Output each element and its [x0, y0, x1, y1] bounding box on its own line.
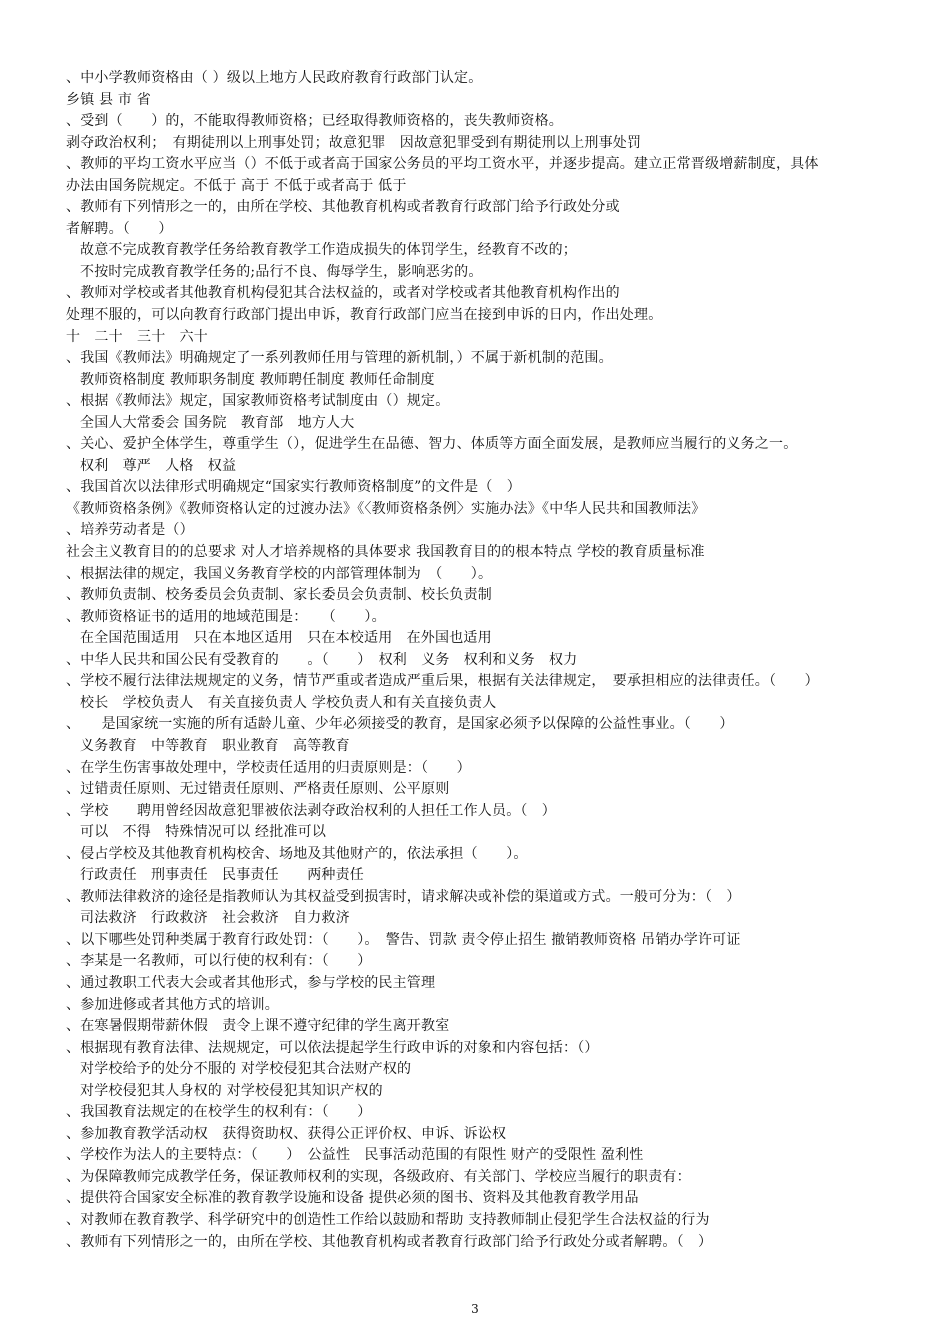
- text-line: 社会主义教育目的的总要求 对人才培养规格的具体要求 我国教育目的的根本特点 学校的教育质量标准: [66, 544, 705, 561]
- text-line: 《教师资格条例》《教师资格认定的过渡办法》《〈教师资格条例〉实施办法》《中华人民共和国教师法》: [66, 500, 706, 517]
- text-line: 办法由国务院规定。不低于 高于 不低于或者高于 低于: [66, 177, 407, 194]
- text-line: 故意不完成教育教学任务给教育教学工作造成损失的体罚学生，经教育不改的；: [80, 242, 577, 259]
- text-line: 、为保障教师完成教学任务，保证教师权利的实现，各级政府、有关部门、学校应当履行的职责有：: [66, 1168, 691, 1185]
- text-line: 、教师资格证书的适用的地域范围是： （ ）。: [66, 608, 386, 625]
- text-line: 、提供符合国家安全标准的教育教学设施和设备 提供必须的图书、资料及其他教育教学用品: [66, 1190, 639, 1207]
- text-line: 、教师负责制、校务委员会负责制、家长委员会负责制、校长负责制: [66, 587, 492, 604]
- text-line: 、根据法律的规定，我国义务教育学校的内部管理体制为 （ ）。: [66, 565, 493, 582]
- text-line: 校长 学校负责人 有关直接负责人 学校负责人和有关直接负责人: [80, 694, 497, 711]
- text-line: 、我国教育法规定的在校学生的权利有：（ ）: [66, 1104, 372, 1121]
- text-line: 、过错责任原则、无过错责任原则、严格责任原则、公平原则: [66, 781, 450, 798]
- page-number: 3: [471, 1302, 479, 1316]
- text-line: 、李某是一名教师，可以行使的权利有：（ ）: [66, 953, 372, 970]
- text-line: 、我国《教师法》明确规定了一系列教师任用与管理的新机制，）不属于新机制的范围。: [66, 350, 613, 367]
- text-line: 、关心、爱护全体学生，尊重学生（），促进学生在品德、智力、体质等方面全面发展，是教师应当履行的义务之一。: [66, 436, 798, 453]
- text-line: 、学校作为法人的主要特点：（ ） 公益性 民事活动范围的有限性 财产的受限性 盈利性: [66, 1147, 644, 1164]
- text-line: 行政责任 刑事责任 民事责任 两种责任: [80, 867, 364, 884]
- document-body: [0, 68, 950, 1253]
- text-line: 、教师有下列情形之一的，由所在学校、其他教育机构或者教育行政部门给予行政处分或者解聘。（ ）: [66, 1233, 713, 1250]
- text-line: 、以下哪些处罚种类属于教育行政处罚：（ ）。 警告、罚款 责令停止招生 撤销教师资格 吊销办学许可证: [66, 931, 741, 948]
- text-line: 、教师有下列情形之一的，由所在学校、其他教育机构或者教育行政部门给予行政处分或: [66, 199, 620, 216]
- text-line: 、教师的平均工资水平应当（）不低于或者高于国家公务员的平均工资水平，并逐步提高。建立正常晋级增薪制度，具体: [66, 156, 819, 173]
- text-line: 、教师法律救济的途径是指教师认为其权益受到损害时，请求解决或补偿的渠道或方式。一般可分为：（ ）: [66, 888, 741, 905]
- text-line: 、受到（ ）的，不能取得教师资格；已经取得教师资格的，丧失教师资格。: [66, 113, 563, 130]
- text-line: 、参加教育教学活动权 获得资助权、获得公正评价权、申诉、诉讼权: [66, 1125, 507, 1142]
- text-line: 乡镇 县 市 省: [66, 91, 151, 108]
- text-line: 、我国首次以法律形式明确规定“国家实行教师资格制度”的文件是（ ）: [66, 479, 521, 496]
- text-line: 、教师对学校或者其他教育机构侵犯其合法权益的，或者对学校或者其他教育机构作出的: [66, 285, 620, 302]
- text-line: 全国人大常委会 国务院 教育部 地方人大: [80, 414, 355, 431]
- text-line: 对学校给予的处分不服的 对学校侵犯其合法财产权的: [80, 1061, 412, 1078]
- text-line: 权利 尊严 人格 权益: [80, 457, 237, 474]
- text-line: 、通过教职工代表大会或者其他形式，参与学校的民主管理: [66, 974, 436, 991]
- text-line: 、根据《教师法》规定，国家教师资格考试制度由（）规定。: [66, 393, 450, 410]
- text-line: 、 是国家统一实施的所有适龄儿童、少年必须接受的教育，是国家必须予以保障的公益性事业。（ ）: [66, 716, 734, 733]
- text-line: 、对教师在教育教学、科学研究中的创造性工作给以鼓励和帮助 支持教师制止侵犯学生合法权益的行为: [66, 1211, 710, 1228]
- text-line: 、培养劳动者是（）: [66, 522, 194, 539]
- text-line: 司法救济 行政救济 社会救济 自力救济: [80, 910, 350, 927]
- text-line: 可以 不得 特殊情况可以 经批准可以: [80, 824, 327, 841]
- text-line: 、在寒暑假期带薪休假 责令上课不遵守纪律的学生离开教室: [66, 1018, 450, 1035]
- text-line: 处理不服的，可以向教育行政部门提出申诉，教育行政部门应当在接到申诉的日内，作出处理。: [66, 307, 663, 324]
- text-line: 者解聘。（ ）: [66, 220, 173, 237]
- text-line: 不按时完成教育教学任务的;品行不良、侮辱学生，影响恶劣的。: [80, 263, 483, 280]
- text-line: 、学校 聘用曾经因故意犯罪被依法剥夺政治权利的人担任工作人员。（ ）: [66, 802, 556, 819]
- text-line: 对学校侵犯其人身权的 对学校侵犯其知识产权的: [80, 1082, 383, 1099]
- text-line: 、参加进修或者其他方式的培训。: [66, 996, 279, 1013]
- text-line: 剥夺政治权利； 有期徒刑以上刑事处罚；故意犯罪 因故意犯罪受到有期徒刑以上刑事处罚: [66, 134, 642, 151]
- text-line: 、侵占学校及其他教育机构校舍、场地及其他财产的，依法承担（ ）。: [66, 845, 528, 862]
- text-line: 、中华人民共和国公民有受教育的 。（ ） 权利 义务 权利和义务 权力: [66, 651, 578, 668]
- text-line: 在全国范围适用 只在本地区适用 只在本校适用 在外国也适用: [80, 630, 492, 647]
- text-line: 、学校不履行法律法规规定的义务，情节严重或者造成严重后果，根据有关法律规定， 要承担相应的法律责任。（ ）: [66, 673, 819, 690]
- text-line: 教师资格制度 教师职务制度 教师聘任制度 教师任命制度: [80, 371, 435, 388]
- text-line: 、根据现有教育法律、法规规定，可以依法提起学生行政申诉的对象和内容包括：（）: [66, 1039, 599, 1056]
- text-line: 十 二十 三十 六十: [66, 328, 208, 345]
- text-line: 、在学生伤害事故处理中，学校责任适用的归责原则是：（ ）: [66, 759, 471, 776]
- text-line: 、中小学教师资格由（ ）级以上地方人民政府教育行政部门认定。: [66, 70, 483, 86]
- text-line: 义务教育 中等教育 职业教育 高等教育: [80, 737, 350, 754]
